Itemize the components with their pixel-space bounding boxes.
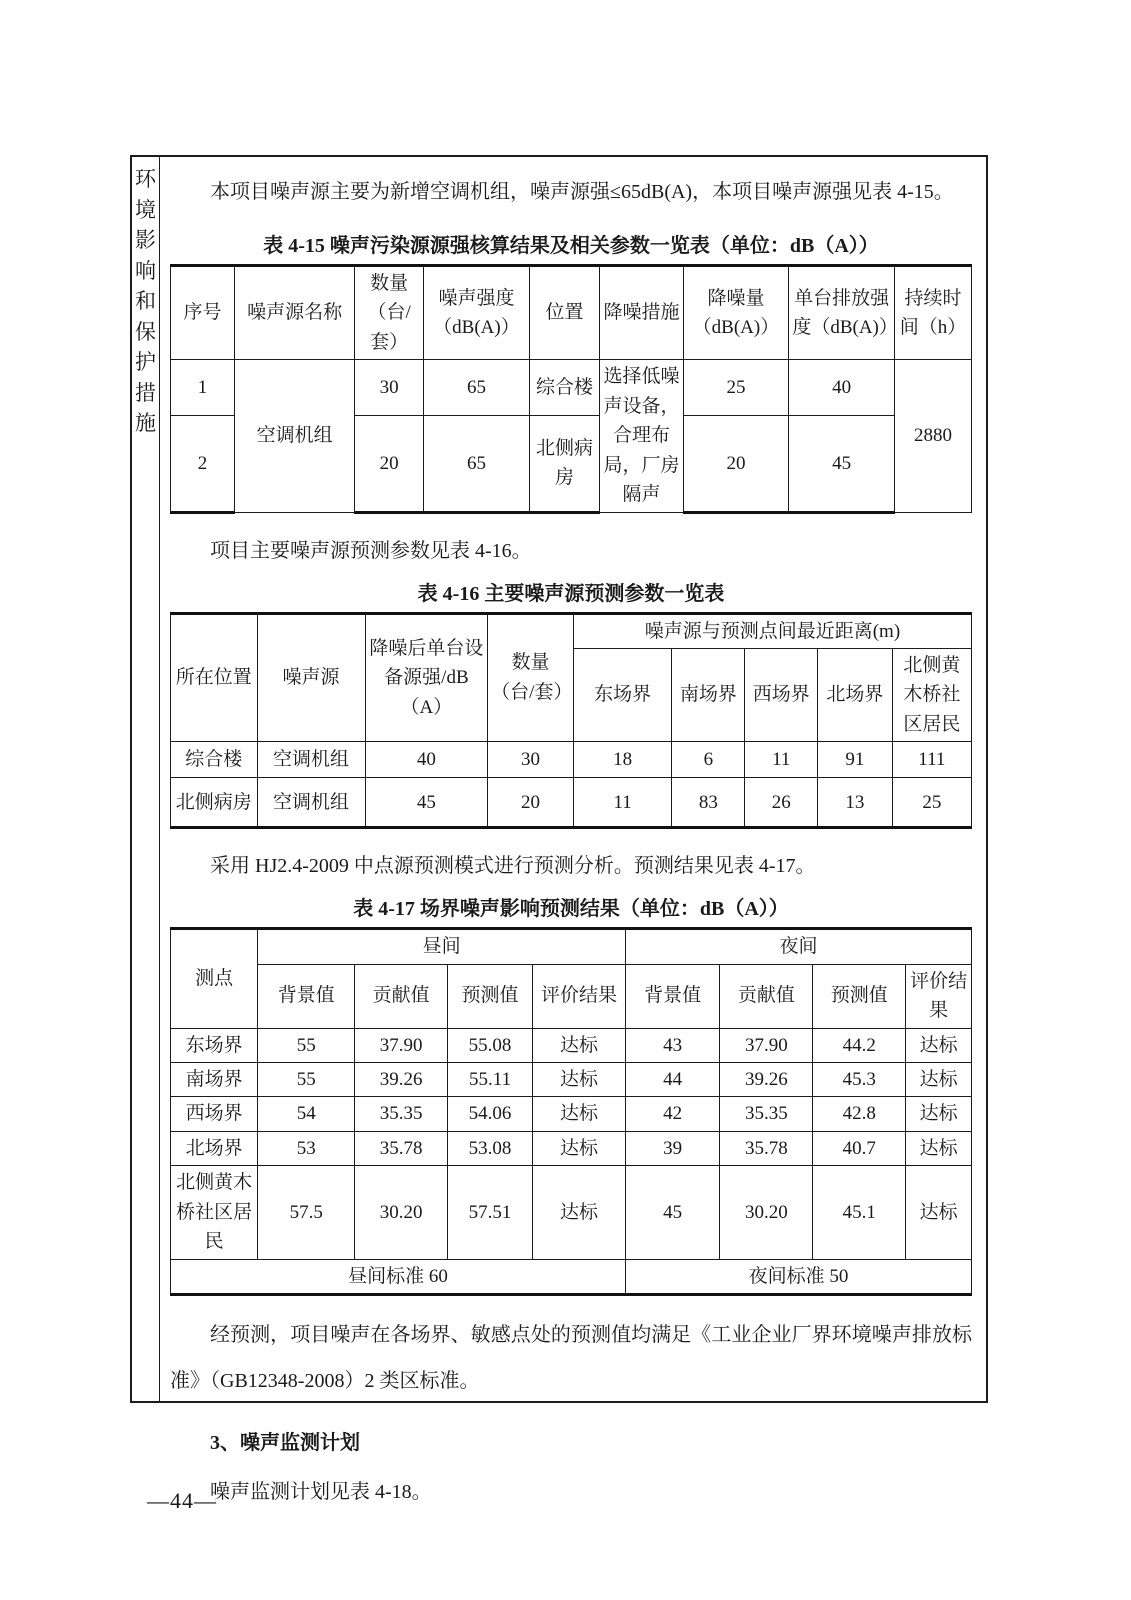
- cell-point: 北侧黄木桥社区居民: [171, 1166, 258, 1259]
- table-row: [171, 1063, 972, 1097]
- cell-point: 东场界: [171, 1028, 258, 1062]
- cell-day-pred: 57.51: [448, 1166, 533, 1259]
- cell-night-contrib: 30.20: [720, 1166, 813, 1259]
- header-cell: 测点: [171, 929, 258, 1028]
- table-row: [171, 1166, 972, 1259]
- cell-night-bg: 45: [625, 1166, 720, 1259]
- method-paragraph: 采用 HJ2.4-2009 中点源预测模式进行预测分析。预测结果见表 4-17。: [210, 855, 816, 878]
- cell-reduction: 20: [683, 416, 789, 512]
- table-row: [171, 778, 972, 828]
- cell-day-bg: 54: [258, 1097, 355, 1131]
- header-cell: 西场界: [745, 648, 818, 741]
- header-cell: 噪声源: [257, 613, 365, 742]
- table-4-15: [170, 264, 972, 514]
- header-group-cell: 噪声源与预测点间最近距离(m): [573, 613, 971, 648]
- cell-day-contrib: 35.78: [355, 1131, 448, 1165]
- cell-day-eval: 达标: [533, 1166, 626, 1259]
- cell-strength: 65: [424, 416, 530, 512]
- cell-location: 综合楼: [529, 360, 599, 416]
- table-4-15-title: 表 4-15 噪声污染源源强核算结果及相关参数一览表（单位：dB（A））: [263, 235, 879, 257]
- cell-strength: 40: [365, 742, 488, 778]
- cell-east: 18: [573, 742, 672, 778]
- cell-day-eval: 达标: [533, 1097, 626, 1131]
- cell-location: 北侧病房: [529, 416, 599, 512]
- cell-north: 13: [818, 778, 892, 828]
- table-header-row: [171, 266, 972, 360]
- header-cell: 所在位置: [171, 613, 258, 742]
- cell-qty: 30: [355, 360, 424, 416]
- page-number: —44—: [147, 1488, 217, 1513]
- cell-reduction: 25: [683, 360, 789, 416]
- cell-south: 83: [672, 778, 745, 828]
- sidebar-char: 护: [135, 350, 156, 374]
- sidebar-char: 施: [135, 411, 156, 435]
- cell-qty: 20: [488, 778, 574, 828]
- cell-qty: 20: [355, 416, 424, 512]
- cell-day-bg: 53: [258, 1131, 355, 1165]
- sidebar-char: 措: [135, 380, 156, 405]
- cell-night-eval: 达标: [906, 1131, 972, 1165]
- cell-day-contrib: 39.26: [355, 1063, 448, 1097]
- cell-day-bg: 57.5: [258, 1166, 355, 1259]
- cell-measure: 选择低噪声设备，合理布局，厂房隔声: [600, 360, 683, 512]
- cell-day-pred: 53.08: [448, 1131, 533, 1165]
- header-cell: 噪声源名称: [235, 266, 355, 360]
- cell-day-eval: 达标: [533, 1028, 626, 1062]
- cell-west: 26: [745, 778, 818, 828]
- header-cell: 降噪量（dB(A)）: [683, 266, 789, 360]
- cell-night-eval: 达标: [906, 1166, 972, 1259]
- header-cell: 数量（台/套）: [488, 613, 574, 742]
- cell-west: 11: [745, 742, 818, 778]
- table-header-row: [171, 964, 972, 1028]
- cell-point: 西场界: [171, 1097, 258, 1131]
- cell-point: 北场界: [171, 1131, 258, 1165]
- cell-night-pred: 45.1: [813, 1166, 906, 1259]
- header-group-cell: 昼间: [258, 929, 626, 964]
- header-cell: 位置: [529, 266, 599, 360]
- cell-night-bg: 44: [625, 1063, 720, 1097]
- see-table-4-18-paragraph: 噪声监测计划见表 4-18。: [210, 1481, 432, 1504]
- cell-day-contrib: 30.20: [355, 1166, 448, 1259]
- cell-night-pred: 42.8: [813, 1097, 906, 1131]
- cell-no: 2: [171, 416, 235, 512]
- header-group-cell: 夜间: [625, 929, 971, 964]
- cell-east: 11: [573, 778, 672, 828]
- cell-qty: 30: [488, 742, 574, 778]
- header-cell: 背景值: [625, 964, 720, 1028]
- see-table-4-16-paragraph: 项目主要噪声源预测参数见表 4-16。: [210, 539, 532, 562]
- header-cell: 评价结果: [906, 964, 972, 1028]
- header-cell: 预测值: [448, 964, 533, 1028]
- cell-night-pred: 45.3: [813, 1063, 906, 1097]
- sidebar-char: 境: [135, 197, 156, 222]
- cell-duration: 2880: [895, 360, 972, 512]
- section-3-heading: 3、噪声监测计划: [210, 1432, 360, 1455]
- cell-emission: 45: [789, 416, 895, 512]
- header-cell: 序号: [171, 266, 235, 360]
- cell-day-eval: 达标: [533, 1063, 626, 1097]
- cell-day-pred: 54.06: [448, 1097, 533, 1131]
- cell-night-bg: 43: [625, 1028, 720, 1062]
- table-header-row: [171, 929, 972, 964]
- cell-night-eval: 达标: [906, 1028, 972, 1062]
- table-header-row: [171, 613, 972, 648]
- cell-day-bg: 55: [258, 1063, 355, 1097]
- table-row: [171, 742, 972, 778]
- sidebar-char: 响: [135, 258, 156, 283]
- table-footer-row: [171, 1259, 972, 1294]
- sidebar-char: 影: [135, 228, 156, 252]
- sidebar-char: 和: [135, 289, 156, 313]
- cell-night-bg: 39: [625, 1131, 720, 1165]
- cell-strength: 65: [424, 360, 530, 416]
- table-4-16: [170, 612, 972, 830]
- header-cell: 东场界: [573, 648, 672, 741]
- cell-night-eval: 达标: [906, 1097, 972, 1131]
- cell-night-contrib: 35.35: [720, 1097, 813, 1131]
- cell-south: 6: [672, 742, 745, 778]
- header-cell: 北侧黄木桥社区居民: [892, 648, 971, 741]
- main-content: [160, 157, 986, 1504]
- header-cell: 单台排放强度（dB(A)）: [789, 266, 895, 360]
- header-cell: 噪声强度（dB(A)）: [424, 266, 530, 360]
- cell-no: 1: [171, 360, 235, 416]
- intro-paragraph: 本项目噪声源主要为新增空调机组，噪声源强≤65dB(A)，本项目噪声源强见表 4-15。: [210, 181, 954, 203]
- sidebar-char: 保: [135, 319, 156, 344]
- header-cell: 南场界: [672, 648, 745, 741]
- sidebar-vertical-label: [132, 157, 160, 1401]
- night-standard-cell: 夜间标准 50: [625, 1259, 971, 1294]
- header-cell: 降噪措施: [600, 266, 683, 360]
- header-cell: 北场界: [818, 648, 892, 741]
- header-cell: 持续时间（h）: [895, 266, 972, 360]
- content-frame: [130, 155, 988, 1504]
- cell-source: 空调机组: [257, 778, 365, 828]
- header-cell: 贡献值: [720, 964, 813, 1028]
- cell-day-eval: 达标: [533, 1131, 626, 1165]
- cell-day-pred: 55.08: [448, 1028, 533, 1062]
- conclusion-paragraph: 经预测，项目噪声在各场界、敏感点处的预测值均满足《工业企业厂界环境噪声排放标准》（GB12348-2008）2 类区标准。: [170, 1324, 972, 1393]
- header-cell: 贡献值: [355, 964, 448, 1028]
- cell-day-pred: 55.11: [448, 1063, 533, 1097]
- day-standard-cell: 昼间标准 60: [171, 1259, 626, 1294]
- header-cell: 预测值: [813, 964, 906, 1028]
- table-row: [171, 1028, 972, 1062]
- cell-strength: 45: [365, 778, 488, 828]
- cell-resident: 111: [892, 742, 971, 778]
- table-row: [171, 1097, 972, 1131]
- cell-north: 91: [818, 742, 892, 778]
- cell-emission: 40: [789, 360, 895, 416]
- table-4-16-title: 表 4-16 主要噪声源预测参数一览表: [417, 582, 725, 605]
- header-cell: 降噪后单台设备源强/dB（A）: [365, 613, 488, 742]
- table-4-17-title: 表 4-17 场界噪声影响预测结果（单位：dB（A））: [353, 898, 789, 921]
- cell-source-name: 空调机组: [235, 360, 355, 512]
- table-4-17: [170, 927, 972, 1296]
- header-cell: 评价结果: [533, 964, 626, 1028]
- cell-night-eval: 达标: [906, 1063, 972, 1097]
- cell-night-pred: 40.7: [813, 1131, 906, 1165]
- cell-location: 北侧病房: [171, 778, 258, 828]
- cell-point: 南场界: [171, 1063, 258, 1097]
- header-cell: 数量（台/套）: [355, 266, 424, 360]
- cell-night-bg: 42: [625, 1097, 720, 1131]
- cell-night-contrib: 37.90: [720, 1028, 813, 1062]
- cell-day-contrib: 35.35: [355, 1097, 448, 1131]
- sidebar-char: 环: [135, 167, 156, 191]
- cell-location: 综合楼: [171, 742, 258, 778]
- cell-night-pred: 44.2: [813, 1028, 906, 1062]
- header-cell: 背景值: [258, 964, 355, 1028]
- table-row: [171, 360, 972, 416]
- cell-night-contrib: 39.26: [720, 1063, 813, 1097]
- cell-source: 空调机组: [257, 742, 365, 778]
- table-row: [171, 1131, 972, 1165]
- cell-night-contrib: 35.78: [720, 1131, 813, 1165]
- cell-day-bg: 55: [258, 1028, 355, 1062]
- cell-day-contrib: 37.90: [355, 1028, 448, 1062]
- cell-resident: 25: [892, 778, 971, 828]
